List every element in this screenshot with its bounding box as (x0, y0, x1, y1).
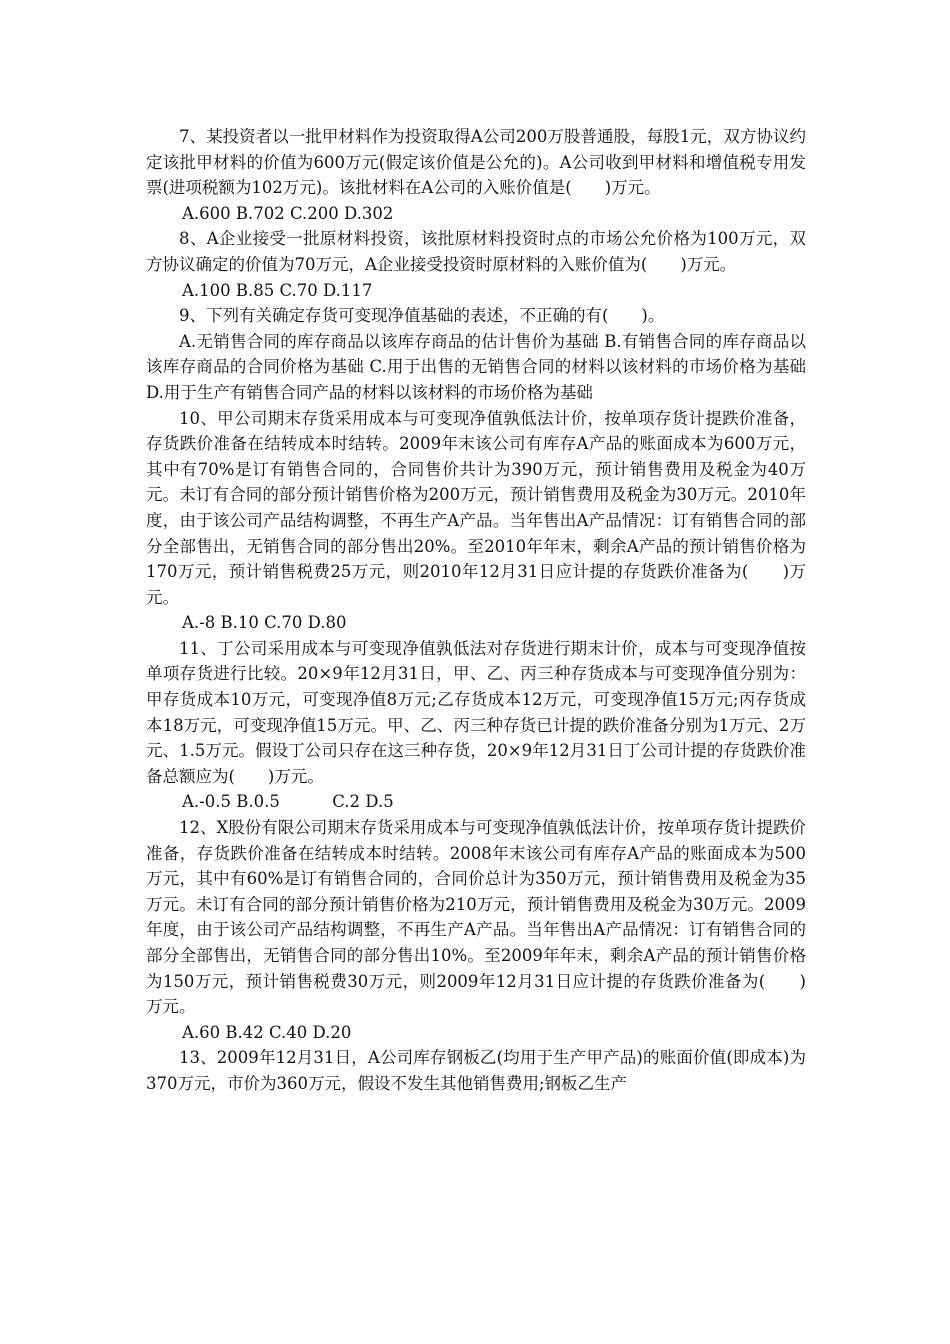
question-10-options: A.-8 B.10 C.70 D.80 (182, 613, 347, 633)
question-9-stem: 9、下列有关确定存货可变现净值基础的表述，不正确的有( )。 (179, 306, 665, 326)
question-10-stem: 10、甲公司期末存货采用成本与可变现净值孰低法计价，按单项存货计提跌价准备，存货跌价准备在结转成本时结转。2009年末该公司有库存A产品的账面成本为600万元，其中有70%是订有销售合同的，合同售价共计为390万元，预计销售费用及税金为40万元。未订有合同的部分预计销售价格为200万元，预计销售费用及税金为30万元。2010年度，由于该公司产品结构调整，不再生产A产品。当年售出A产品情况：订有销售合同的部分全部售出，无销售合同的部分售出20%。至2010年年末，剩余A产品的预计销售价格为170万元，预计销售税费25万元，则2010年12月31日应计提的存货跌价准备为( )万元。 (146, 408, 806, 607)
question-13-stem: 13、2009年12月31日，A公司库存钢板乙(均用于生产甲产品)的账面价值(即成本)为370万元，市价为360万元，假设不发生其他销售费用;钢板乙生产 (146, 1048, 806, 1093)
question-11-stem: 11、丁公司采用成本与可变现净值孰低法对存货进行期末计价，成本与可变现净值按单项存货进行比较。20×9年12月31日，甲、乙、丙三种存货成本与可变现净值分别为：甲存货成本10万元，可变现净值8万元;乙存货成本12万元，可变现净值15万元;丙存货成本18万元，可变现净值15万元。甲、乙、丙三种存货已计提的跌价准备分别为1万元、2万元、1.5万元。假设丁公司只存在这三种存货，20×9年12月31日丁公司计提的存货跌价准备总额应为( )万元。 (146, 638, 806, 786)
document-page (146, 124, 806, 1097)
question-11-options: A.-0.5 B.0.5 C.2 D.5 (182, 792, 394, 812)
question-8-stem: 8、A企业接受一批原材料投资，该批原材料投资时点的市场公允价格为100万元，双方协议确定的价值为70万元，A企业接受投资时原材料的入账价值为( )万元。 (146, 229, 806, 274)
question-7-stem: 7、某投资者以一批甲材料作为投资取得A公司200万股普通股，每股1元，双方协议约定该批甲材料的价值为600万元(假定该价值是公允的)。A公司收到甲材料和增值税专用发票(进项税额为102万元)。该批材料在A公司的入账价值是( )万元。 (146, 127, 806, 198)
question-8-options: A.100 B.85 C.70 D.117 (182, 280, 373, 300)
question-9-options: A.无销售合同的库存商品以该库存商品的估计售价为基础 B.有销售合同的库存商品以该库存商品的合同价格为基础 C.用于出售的无销售合同的材料以该材料的市场价格为基础 D.用于生产有销售合同产品的材料以该材料的市场价格为基础 (146, 331, 806, 402)
question-12-options: A.60 B.42 C.40 D.20 (182, 1022, 352, 1042)
question-7-options: A.600 B.702 C.200 D.302 (182, 203, 394, 223)
question-12-stem: 12、X股份有限公司期末存货采用成本与可变现净值孰低法计价，按单项存货计提跌价准备，存货跌价准备在结转成本时结转。2008年末该公司有库存A产品的账面成本为500万元，其中有60%是订有销售合同的，合同价总计为350万元，预计销售费用及税金为35万元。未订有合同的部分预计销售价格为210万元，预计销售费用及税金为30万元。2009年度，由于该公司产品结构调整，不再生产A产品。当年售出A产品情况：订有销售合同的部分全部售出，无销售合同的部分售出10%。至2009年年末，剩余A产品的预计销售价格为150万元，预计销售税费30万元，则2009年12月31日应计提的存货跌价准备为( )万元。 (146, 818, 806, 1017)
